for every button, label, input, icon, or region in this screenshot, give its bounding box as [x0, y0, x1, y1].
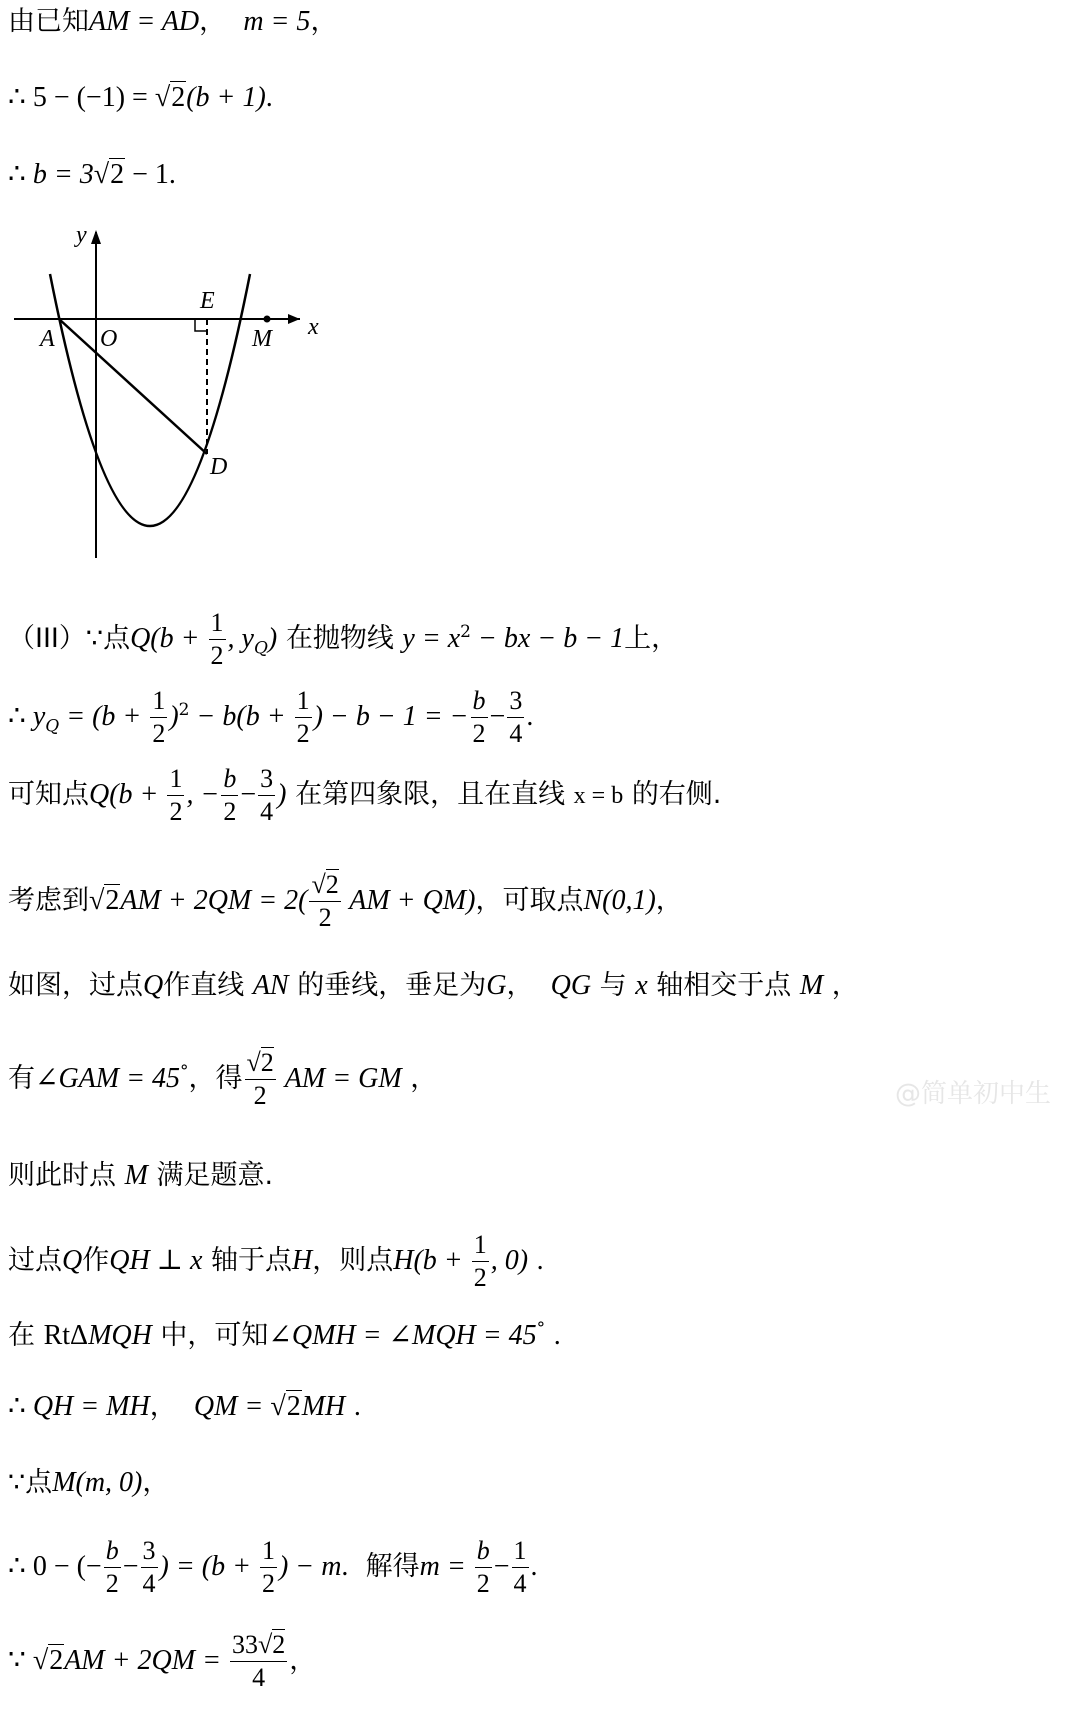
fraction: $\frac{3}{4}$ — [509, 686, 523, 748]
line-b-value: ∴ b = 3√2 − 1. — [8, 155, 176, 195]
line-consider: 考虑到√2AM + 2QM = 2( $\frac{√2}{2}$ AM + QM)，可取点N(0,1)， — [8, 870, 683, 932]
x-axis-arrow — [288, 314, 300, 324]
point-m — [264, 316, 271, 323]
fraction: $\frac{1}{2}$ — [261, 1536, 275, 1598]
y-axis-arrow — [91, 230, 101, 244]
fraction: $\frac{3}{4}$ — [260, 764, 274, 826]
line-min-value: ∵ √2AM + 2QM = $\frac{33√2}{4}$ ， — [8, 1630, 317, 1692]
label-m: M — [252, 326, 272, 352]
line-construction: 如图，过点Q作直线 AN 的垂线，垂足为G， QG 与 x 轴相交于点 M ， — [8, 970, 859, 1001]
fraction: $\frac{1}{4}$ — [513, 1536, 527, 1598]
fraction: $\frac{1}{2}$ — [473, 1230, 487, 1292]
line-solve-m: ∴ 0 − (− $\frac{b}{2}$ − $\frac{3}{4}$ ) = (b + $\frac{1}{2}$ ) − m. 解得m = $\frac{b}{2}$ − $\frac{1}{4}$ . — [8, 1536, 538, 1598]
right-angle-mark — [195, 319, 207, 331]
line-qh: 过点Q作QH ⊥ x 轴于点H，则点H(b + $\frac{1}{2}$ , 0) . — [8, 1230, 544, 1292]
watermark: @简单初中生 — [895, 1079, 1052, 1109]
label-x: x — [308, 314, 319, 340]
line-right-triangle: 在 RtΔMQH 中，可知∠QMH = ∠MQH = 45° . — [8, 1319, 561, 1351]
label-d: D — [210, 454, 228, 480]
label-o: O — [100, 326, 118, 352]
label-a: A — [40, 326, 55, 352]
line-qm-mh: ∴ QH = MH， QM = √2MH . — [8, 1387, 361, 1427]
fraction: $\frac{√2}{2}$ — [311, 870, 339, 932]
fraction: $\frac{33√2}{4}$ — [231, 1630, 286, 1692]
fraction: $\frac{1}{2}$ — [169, 764, 183, 826]
fraction: $\frac{1}{2}$ — [152, 686, 166, 748]
line-angle: 有∠GAM = 45°，得 $\frac{√2}{2}$ AM = GM ， — [8, 1048, 438, 1110]
fraction: $\frac{1}{2}$ — [296, 686, 310, 748]
line-part-iii: （III）∵点Q(b + $\frac{1}{2}$ , $y_Q$) 在抛物线 $y = x^2$ − bx − b − 1上， — [8, 608, 679, 670]
sqrt: √2 — [89, 885, 120, 916]
sqrt: √2 — [270, 1391, 301, 1422]
label-y: y — [76, 222, 87, 248]
fraction: $\frac{1}{2}$ — [210, 608, 224, 670]
line-yq: ∴ $y_Q = (b$ + $\frac{1}{2}$ )$^2$ − b(b + $\frac{1}{2}$ ) − b − 1 = − $\frac{b}{2}$ − $\frac{3}{4}$ . — [8, 686, 534, 748]
sqrt: √2 — [154, 82, 186, 113]
fraction: $\frac{b}{2}$ — [223, 764, 237, 826]
segment-ad — [59, 319, 207, 454]
fraction: $\frac{3}{4}$ — [142, 1536, 156, 1598]
fraction: $\frac{b}{2}$ — [476, 1536, 490, 1598]
sqrt: √2 — [93, 159, 125, 190]
parabola-figure — [0, 218, 340, 578]
line-condition: 则此时点 M 满足题意. — [8, 1160, 274, 1191]
fraction: $\frac{b}{2}$ — [472, 686, 486, 748]
line-given: 由已知AM = AD， m = 5， — [8, 6, 338, 37]
fraction: $\frac{b}{2}$ — [105, 1536, 119, 1598]
parabola — [50, 274, 250, 526]
line-equation-1: ∴ 5 − (−1) = √2(b + 1). — [8, 78, 273, 118]
fraction: $\frac{√2}{2}$ — [246, 1048, 274, 1110]
label-e: E — [200, 288, 215, 314]
line-point-m: ∵点M(m, 0)， — [8, 1467, 170, 1498]
sqrt: √2 — [32, 1645, 64, 1676]
line-quadrant: 可知点Q(b + $\frac{1}{2}$ , − $\frac{b}{2}$ − $\frac{3}{4}$ ) 在第四象限，且在直线 x = b 的右侧. — [8, 764, 722, 826]
